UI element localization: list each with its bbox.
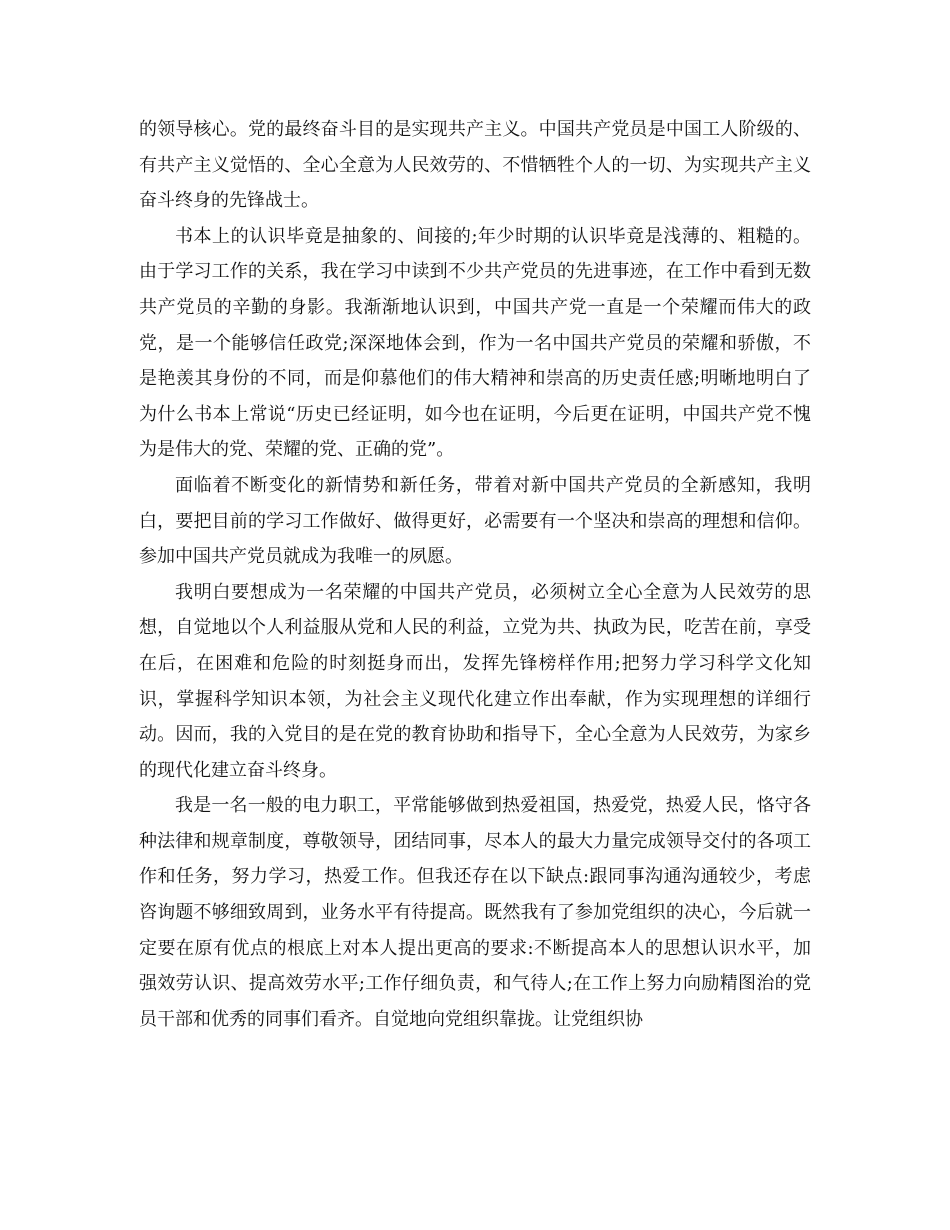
paragraph-2: 书本上的认识毕竟是抽象的、间接的;年少时期的认识毕竟是浅薄的、粗糙的。由于学习工作的关系，我在学习中读到不少共产党员的先进事迹，在工作中看到无数共产党员的辛勤的身影。我渐渐地认识到，中国共产党一直是一个荣耀而伟大的政党，是一个能够信任政党;深深地体会到，作为一名中国共产党员的荣耀和骄傲，不是艳羡其身份的不同，而是仰慕他们的伟大精神和崇高的历史责任感;明晰地明白了为什么书本上常说“历史已经证明，如今也在证明，今后更在证明，中国共产党不愧为是伟大的党、荣耀的党、正确的党”。: [139, 225, 811, 461]
paragraph-4: 我明白要想成为一名荣耀的中国共产党员，必须树立全心全意为人民效劳的思想，自觉地以个人利益服从党和人民的利益，立党为共、执政为民，吃苦在前，享受在后，在困难和危险的时刻挺身而出，发挥先锋榜样作用;把努力学习科学文化知识，掌握科学知识本领，为社会主义现代化建立作出奉献，作为实现理想的详细行动。因而，我的入党目的是在党的教育协助和指导下，全心全意为人民效劳，为家乡的现代化建立奋斗终身。: [139, 581, 811, 781]
paragraph-3: 面临着不断变化的新情势和新任务，带着对新中国共产党员的全新感知，我明白，要把目前的学习工作做好、做得更好，必需要有一个坚决和崇高的理想和信仰。参加中国共产党员就成为我唯一的夙愿。: [139, 474, 811, 568]
paragraph-5: 我是一名一般的电力职工，平常能够做到热爱祖国，热爱党，热爱人民，恪守各种法律和规章制度，尊敬领导，团结同事，尽本人的最大力量完成领导交付的各项工作和任务，努力学习，热爱工作。但我还存在以下缺点:跟同事沟通沟通较少，考虑咨询题不够细致周到，业务水平有待提高。既然我有了参加党组织的决心，今后就一定要在原有优点的根底上对本人提出更高的要求:不断提高本人的思想认识水平，加强效劳认识、提高效劳水平;工作仔细负责，和气待人;在工作上努力向励精图治的党员干部和优秀的同事们看齐。自觉地向党组织靠拢。让党组织协: [139, 795, 811, 1030]
document-body: [139, 112, 811, 1037]
paragraph-1: 的领导核心。党的最终奋斗目的是实现共产主义。中国共产党员是中国工人阶级的、有共产主义觉悟的、全心全意为人民效劳的、不惜牺牲个人的一切、为实现共产主义奋斗终身的先锋战士。: [139, 119, 811, 212]
